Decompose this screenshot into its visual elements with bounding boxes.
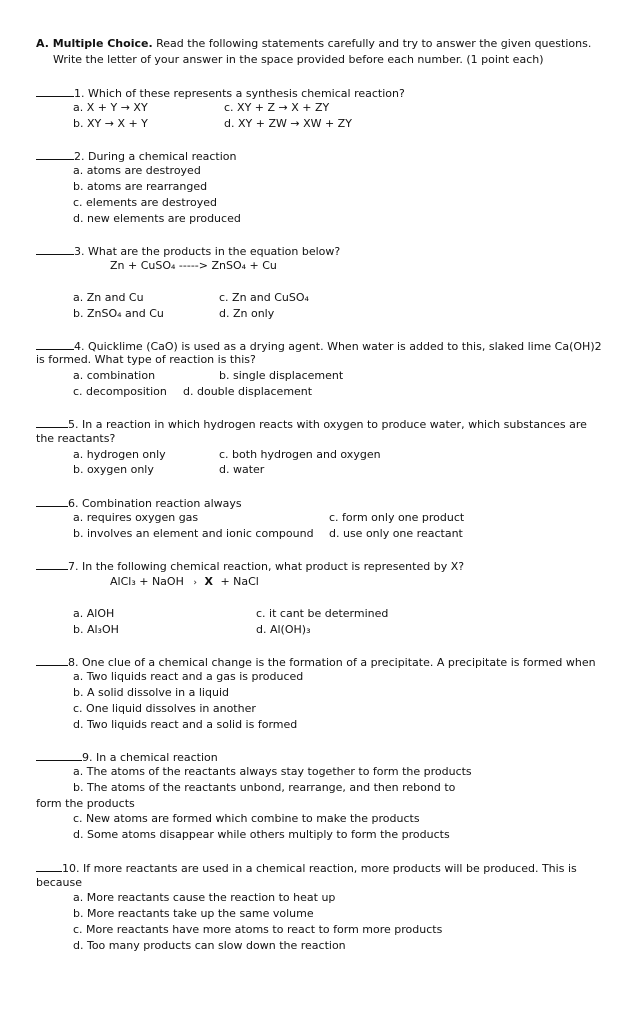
q3-option-d: d. Zn only [219, 307, 275, 320]
answer-blank-7[interactable] [36, 558, 68, 570]
q4-option-a: a. combination [73, 369, 156, 382]
question-6 [36, 495, 242, 511]
q4-option-d: d. double displacement [183, 385, 313, 398]
answer-blank-6[interactable] [36, 495, 68, 507]
q6-option-d: d. use only one reactant [329, 527, 463, 540]
question-8-stem: 8. One clue of a chemical change is the formation of a precipitate. A precipitate is formed when [68, 656, 596, 669]
q2-option-a: a. atoms are destroyed [73, 164, 201, 177]
q2-option-d: d. new elements are produced [73, 212, 241, 225]
question-4-stem-cont: is formed. What type of reaction is this? [36, 353, 256, 366]
question-10-stem: 10. If more reactants are used in a chemical reaction, more products will be produced. This is [62, 862, 577, 875]
q8-option-c: c. One liquid dissolves in another [73, 702, 256, 715]
q6-option-b: b. involves an element and ionic compound [73, 527, 314, 540]
q5-option-a: a. hydrogen only [73, 448, 166, 461]
q7-equation [110, 575, 259, 590]
answer-blank-5[interactable] [36, 416, 68, 428]
answer-blank-8[interactable] [36, 654, 68, 666]
question-7-stem: 7. In the following chemical reaction, what product is represented by X? [68, 560, 465, 573]
answer-blank-9[interactable] [36, 749, 82, 761]
instructions-line-1 [36, 37, 591, 51]
q8-option-a: a. Two liquids react and a gas is produced [73, 670, 304, 683]
question-6-stem: 6. Combination reaction always [68, 497, 242, 510]
question-4-stem: 4. Quicklime (CaO) is used as a drying agent. When water is added to this, slaked lime Ca(OH)2 [74, 340, 602, 353]
instructions-line-2: Write the letter of your answer in the space provided before each number. (1 point each) [53, 53, 544, 66]
answer-blank-4[interactable] [36, 338, 74, 350]
q10-option-b: b. More reactants take up the same volume [73, 907, 314, 920]
q3-option-a: a. Zn and Cu [73, 291, 144, 304]
question-7 [36, 558, 464, 574]
question-9-stem: 9. In a chemical reaction [82, 751, 218, 764]
q7-equation-byproduct: + NaCl [220, 575, 259, 588]
q4-option-c: c. decomposition [73, 385, 167, 398]
q1-option-b: b. XY → X + Y [73, 117, 148, 130]
q1-option-d: d. XY + ZW → XW + ZY [224, 117, 352, 130]
question-5 [36, 416, 587, 432]
q5-option-c: c. both hydrogen and oxygen [219, 448, 381, 461]
q8-option-b: b. A solid dissolve in a liquid [73, 686, 229, 699]
q9-option-a: a. The atoms of the reactants always stay together to form the products [73, 765, 472, 778]
q3-equation: Zn + CuSO₄ -----> ZnSO₄ + Cu [110, 259, 277, 272]
q1-option-c: c. XY + Z → X + ZY [224, 101, 330, 114]
q7-option-b: b. Al₃OH [73, 623, 119, 636]
q3-option-b: b. ZnSO₄ and Cu [73, 307, 164, 320]
q2-option-b: b. atoms are rearranged [73, 180, 208, 193]
q8-option-d: d. Two liquids react and a solid is formed [73, 718, 298, 731]
q9-option-c: c. New atoms are formed which combine to make the products [73, 812, 420, 825]
question-4 [36, 338, 602, 354]
question-3 [36, 243, 340, 259]
q7-option-a: a. AlOH [73, 607, 115, 620]
q5-option-d: d. water [219, 463, 265, 476]
question-2 [36, 148, 237, 164]
q10-option-d: d. Too many products can slow down the reaction [73, 939, 346, 952]
question-2-stem: 2. During a chemical reaction [74, 150, 237, 163]
q10-option-c: c. More reactants have more atoms to react to form more products [73, 923, 443, 936]
section-title: A. Multiple Choice. [36, 37, 153, 50]
question-1-stem: 1. Which of these represents a synthesis chemical reaction? [74, 87, 405, 100]
q2-option-c: c. elements are destroyed [73, 196, 217, 209]
question-1 [36, 85, 405, 101]
q9-option-b: b. The atoms of the reactants unbond, rearrange, and then rebond to [73, 781, 456, 794]
question-5-stem: 5. In a reaction in which hydrogen reacts with oxygen to produce water, which substances are [68, 418, 587, 431]
q7-reaction-arrow: › [193, 578, 197, 588]
answer-blank-2[interactable] [36, 148, 74, 160]
q4-option-b: b. single displacement [219, 369, 344, 382]
q10-option-a: a. More reactants cause the reaction to heat up [73, 891, 336, 904]
question-9 [36, 749, 218, 765]
q1-option-a: a. X + Y → XY [73, 101, 148, 114]
q7-option-d: d. Al(OH)₃ [256, 623, 311, 636]
q6-option-c: c. form only one product [329, 511, 465, 524]
question-8 [36, 654, 596, 670]
q9-option-d: d. Some atoms disappear while others multiply to form the products [73, 828, 450, 841]
question-3-stem: 3. What are the products in the equation below? [74, 245, 341, 258]
answer-blank-10[interactable] [36, 860, 62, 872]
q9-option-b-cont: form the products [36, 797, 135, 810]
q7-option-c: c. it cant be determined [256, 607, 389, 620]
q7-unknown-product: X [204, 575, 213, 588]
q6-option-a: a. requires oxygen gas [73, 511, 199, 524]
q3-option-c: c. Zn and CuSO₄ [219, 291, 309, 304]
answer-blank-1[interactable] [36, 85, 74, 97]
question-10-stem-cont: because [36, 876, 83, 889]
question-5-stem-cont: the reactants? [36, 432, 116, 445]
instructions-text: Read the following statements carefully and try to answer the given questions. [156, 37, 592, 50]
q7-equation-reactants: AlCl₃ + NaOH [110, 575, 184, 588]
answer-blank-3[interactable] [36, 243, 74, 255]
q5-option-b: b. oxygen only [73, 463, 154, 476]
question-10 [36, 860, 577, 876]
